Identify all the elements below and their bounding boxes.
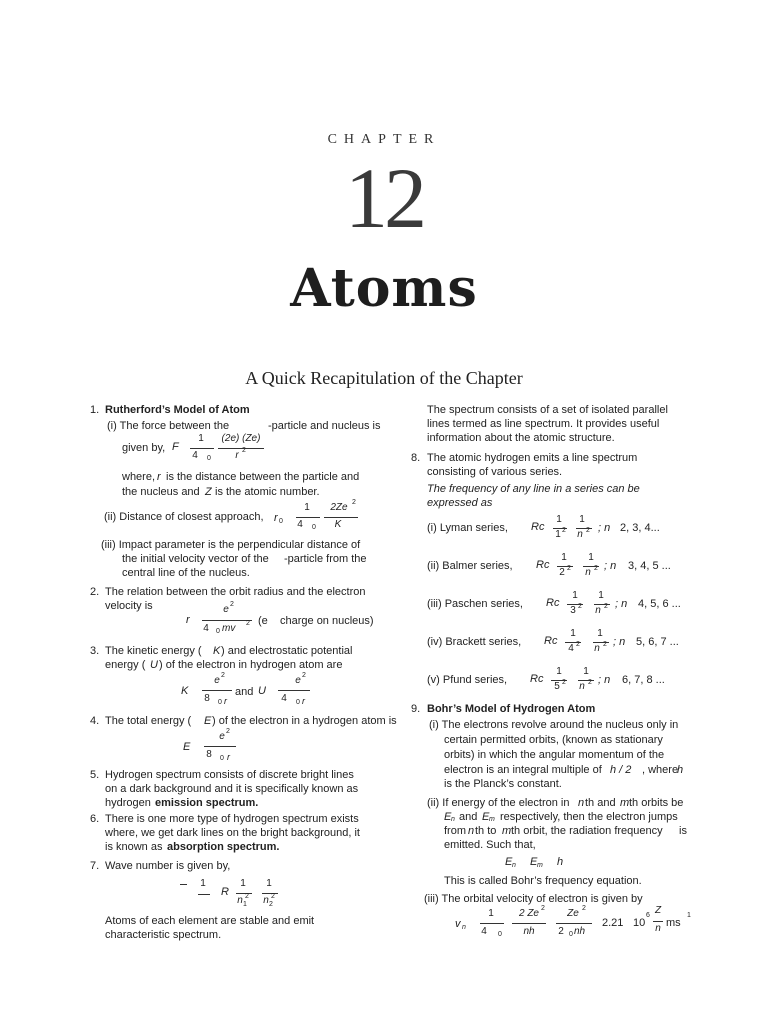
- series-separator: ; n: [615, 598, 628, 610]
- item-number: 6.: [90, 813, 100, 825]
- superscript: 2: [541, 905, 545, 912]
- math-symbol: r: [274, 512, 278, 524]
- text-line: from: [444, 825, 466, 837]
- math-symbol: Rc: [531, 521, 545, 533]
- superscript: 2: [246, 620, 250, 627]
- fraction-bar: [202, 620, 252, 621]
- subscript: 1: [243, 901, 247, 908]
- text-line: ) of the electron in a hydrogen atom is: [212, 715, 397, 727]
- fraction-numerator: e: [295, 675, 301, 686]
- math-symbol: U: [258, 685, 266, 697]
- fraction-numerator: 1: [598, 590, 604, 601]
- fraction-numerator: 1: [488, 908, 494, 919]
- fraction-denominator: r: [235, 450, 239, 461]
- chapter-title: Atoms: [290, 258, 478, 319]
- item-number: 1.: [90, 404, 100, 416]
- superscript: 2: [302, 672, 306, 679]
- fraction-denominator: 8: [206, 749, 212, 760]
- text-line: on a dark background and it is specifically known as: [105, 783, 359, 795]
- item-number: 2.: [90, 586, 100, 598]
- superscript: 2: [352, 499, 356, 506]
- text-line: the initial velocity vector of the: [122, 553, 269, 565]
- series-separator: ; n: [598, 674, 611, 686]
- fraction-bar: [512, 923, 546, 924]
- series-name: (iv) Brackett series,: [427, 636, 522, 648]
- math-symbol: Rc: [546, 597, 560, 609]
- item-number: 9.: [411, 703, 421, 715]
- series-separator: ; n: [604, 560, 617, 572]
- fraction-bar: [236, 893, 252, 894]
- text-line: The spectrum consists of a set of isolated parallel: [427, 404, 668, 416]
- math-symbol: E: [444, 811, 452, 823]
- math-symbol: E: [183, 741, 191, 753]
- text-line: is the atomic number.: [215, 486, 320, 498]
- text-line: th orbit, the radiation frequency: [511, 825, 663, 837]
- superscript: 2: [562, 679, 566, 686]
- nu-bar: [180, 884, 187, 885]
- subscript: 0: [498, 931, 502, 938]
- text-line: certain permitted orbits, (known as stationary: [444, 734, 663, 746]
- text-line: hydrogen: [105, 797, 151, 809]
- text-line: , where: [642, 764, 679, 776]
- text-line: -particle from the: [284, 553, 367, 565]
- fraction-denominator: n: [655, 923, 661, 934]
- fraction-numerator: e: [219, 731, 225, 742]
- fraction-numerator: e: [223, 604, 229, 615]
- fraction-numerator: 1: [572, 590, 578, 601]
- math-symbol: h: [677, 764, 684, 776]
- series-n-values: 4, 5, 6 ...: [638, 598, 681, 610]
- fraction-denominator: 4: [568, 643, 574, 654]
- text-line: information about the atomic structure.: [427, 432, 615, 444]
- text-line: Atoms of each element are stable and emit: [105, 915, 315, 927]
- text-line: The atomic hydrogen emits a line spectrum: [427, 452, 638, 464]
- item-number: 4.: [90, 715, 100, 727]
- superscript: 2: [576, 641, 580, 648]
- fraction-bar: [190, 448, 214, 449]
- math-symbol: nh: [574, 926, 586, 937]
- fraction-denominator: K: [334, 519, 342, 530]
- fraction-bar: [262, 893, 278, 894]
- superscript: 2: [603, 641, 607, 648]
- text-line: The kinetic energy (: [105, 645, 202, 657]
- superscript: 2: [594, 565, 598, 572]
- fraction-numerator: 1: [556, 666, 562, 677]
- fraction-numerator: 1: [556, 514, 562, 525]
- text-line: (i) The electrons revolve around the nucleus only in: [429, 719, 679, 731]
- fraction-numerator: 1: [588, 552, 594, 563]
- superscript: 2: [604, 603, 608, 610]
- subscript: 2: [269, 901, 273, 908]
- fraction-denominator: 4: [481, 926, 487, 937]
- subscript: 0: [216, 628, 220, 635]
- subscript: 0: [220, 755, 224, 762]
- superscript: 2: [230, 601, 234, 608]
- text-line: The frequency of any line in a series can be: [427, 483, 640, 495]
- math-symbol: r: [157, 471, 161, 483]
- text-line: where, we get dark lines on the bright background, it: [105, 827, 360, 839]
- math-symbol: K: [213, 645, 221, 657]
- fraction-bar: [278, 690, 310, 691]
- fraction-denominator: 4: [192, 450, 198, 461]
- fraction-bar: [653, 921, 663, 922]
- series-name: (ii) Balmer series,: [427, 560, 513, 572]
- rutherford-heading: Rutherford’s Model of Atom: [105, 404, 250, 416]
- text-line: is: [679, 825, 687, 837]
- math-symbol: m: [620, 797, 630, 809]
- chapter-label: CHAPTER: [327, 132, 441, 147]
- subscript: n: [512, 862, 516, 869]
- text-line: th orbits be: [629, 797, 684, 809]
- series-name: (v) Pfund series,: [427, 674, 508, 686]
- text-line: th and: [585, 797, 616, 809]
- text-line: The total energy (: [105, 715, 192, 727]
- fraction-numerator: 1: [570, 628, 576, 639]
- emission-term: emission spectrum.: [155, 797, 259, 809]
- item-number: 5.: [90, 769, 100, 781]
- superscript: 2: [221, 672, 225, 679]
- fraction-denominator: 2: [559, 567, 565, 578]
- text-line: where,: [122, 471, 156, 483]
- fraction-numerator: Z: [654, 905, 662, 916]
- text-line: -particle and nucleus is: [268, 420, 381, 432]
- subscript: m: [489, 816, 495, 823]
- fraction-bar: [202, 690, 232, 691]
- text-line: (ii) If energy of the electron in: [427, 797, 570, 809]
- series-n-values: 5, 6, 7 ...: [636, 636, 679, 648]
- fraction-numerator: 2Ze: [330, 502, 348, 513]
- math-symbol: Rc: [544, 635, 558, 647]
- math-symbol: r: [186, 614, 190, 626]
- fraction-denominator: nh: [523, 926, 535, 937]
- text-line: and: [459, 811, 478, 823]
- subscript: 0: [312, 524, 316, 531]
- math-symbol: m: [502, 825, 512, 837]
- math-symbol: E: [530, 856, 538, 868]
- text-line: orbits) in which the angular momentum of the: [444, 749, 665, 761]
- fraction-denominator: n: [579, 681, 585, 692]
- subscript: m: [537, 862, 543, 869]
- math-symbol: Rc: [536, 559, 550, 571]
- fraction-denominator: 4: [297, 519, 303, 530]
- superscript: 2: [226, 728, 230, 735]
- fraction-denominator: n: [577, 529, 583, 540]
- series-n-values: 3, 4, 5 ...: [628, 560, 671, 572]
- text-line: This is called Bohr’s frequency equation.: [444, 875, 642, 887]
- fraction-numerator: 1: [198, 433, 204, 444]
- series-name: (iii) Paschen series,: [427, 598, 523, 610]
- constant: 2.21: [602, 917, 624, 929]
- superscript: 2: [567, 565, 571, 572]
- subscript: 0: [207, 455, 211, 462]
- fraction-numerator: (2e) (Ze): [221, 433, 261, 444]
- text-line: velocity is: [105, 600, 153, 612]
- superscript: 6: [646, 912, 650, 919]
- fraction-numerator: 1: [266, 878, 272, 889]
- subscript: 0: [279, 518, 283, 525]
- fraction-numerator: e: [214, 675, 220, 686]
- math-symbol: r: [224, 696, 227, 706]
- chapter-number: 12: [345, 150, 423, 246]
- subscript: n: [451, 816, 455, 823]
- text-line: is known as: [105, 841, 163, 853]
- math-symbol: h: [557, 856, 564, 868]
- math-symbol: E: [505, 856, 513, 868]
- fraction-bar: [198, 894, 210, 895]
- fraction-numerator: 2 Ze: [518, 908, 539, 919]
- text-line: Wave number is given by,: [105, 860, 231, 872]
- fraction-bar: [204, 746, 236, 747]
- superscript: 2: [242, 447, 246, 454]
- math-symbol: r: [302, 696, 305, 706]
- fraction-denominator: n: [594, 643, 600, 654]
- superscript: 2: [271, 893, 275, 900]
- text-line: (iii) The orbital velocity of electron is given by: [424, 893, 643, 905]
- subscript: n: [462, 924, 466, 931]
- text-line: energy (: [105, 659, 146, 671]
- fraction-numerator: 1: [597, 628, 603, 639]
- subscript: 0: [218, 699, 222, 706]
- math-symbol: mv: [222, 623, 236, 634]
- fraction-numerator: 1: [304, 502, 310, 513]
- fraction-denominator: 8: [204, 693, 210, 704]
- text-line: the nucleus and: [122, 486, 200, 498]
- text-line: emitted. Such that,: [444, 839, 536, 851]
- subscript: 0: [569, 931, 573, 938]
- series-separator: ; n: [598, 522, 611, 534]
- text-line: lines termed as line spectrum. It provides useful: [427, 418, 660, 430]
- superscript: 2: [245, 893, 249, 900]
- fraction-denominator: 3: [570, 605, 576, 616]
- math-symbol: r: [227, 752, 230, 762]
- fraction-bar: [556, 923, 592, 924]
- fraction-denominator: n: [585, 567, 591, 578]
- math-symbol: E: [204, 715, 212, 727]
- superscript: 2: [582, 905, 586, 912]
- series-n-values: 6, 7, 8 ...: [622, 674, 665, 686]
- series-separator: ; n: [613, 636, 626, 648]
- text-line: is the Planck’s constant.: [444, 778, 562, 790]
- item-number: 7.: [90, 860, 100, 872]
- text-line: central line of the nucleus.: [122, 567, 250, 579]
- text-line: and: [235, 686, 254, 698]
- math-symbol: Z: [205, 486, 212, 498]
- math-symbol: E: [482, 811, 490, 823]
- text-line: is the distance between the particle and: [166, 471, 360, 483]
- fraction-bar: [480, 923, 504, 924]
- fraction-numerator: 1: [200, 878, 206, 889]
- text-line: th to: [475, 825, 497, 837]
- text-line: ) of the electron in hydrogen atom are: [159, 659, 343, 671]
- text-line: Hydrogen spectrum consists of discrete bright lines: [105, 769, 354, 781]
- math-symbol: n: [578, 797, 585, 809]
- text-line: charge on nucleus): [280, 615, 374, 627]
- superscript: 2: [588, 679, 592, 686]
- text-line: (iii) Impact parameter is the perpendicular distance of: [101, 539, 361, 551]
- absorption-term: absorption spectrum.: [167, 841, 280, 853]
- math-symbol: n: [468, 825, 475, 837]
- math-symbol: U: [150, 659, 158, 671]
- text-line: ) and electrostatic potential: [221, 645, 353, 657]
- superscript: 1: [687, 912, 691, 919]
- text-line: given by,: [122, 442, 166, 454]
- superscript: 2: [586, 527, 590, 534]
- recap-heading: A Quick Recapitulation of the Chapter: [245, 368, 523, 388]
- math-symbol: K: [181, 685, 189, 697]
- item-number: 3.: [90, 645, 100, 657]
- text-line: consisting of various series.: [427, 466, 563, 478]
- math-symbol: R: [221, 886, 229, 898]
- math-symbol: F: [172, 441, 179, 453]
- bohr-heading: Bohr’s Model of Hydrogen Atom: [427, 703, 596, 715]
- fraction-denominator: n: [263, 895, 269, 906]
- fraction-denominator: 4: [281, 693, 287, 704]
- fraction-numerator: Ze: [567, 908, 579, 919]
- fraction-numerator: 1: [579, 514, 585, 525]
- fraction-numerator: 1: [583, 666, 589, 677]
- fraction-denominator: 1: [555, 529, 561, 540]
- math-symbol: v: [455, 918, 461, 930]
- fraction-denominator: 5: [554, 681, 560, 692]
- fraction-denominator: n: [595, 605, 601, 616]
- series-row: [0, 514, 768, 540]
- fraction-numerator: 1: [240, 878, 246, 889]
- fraction-numerator: 1: [561, 552, 567, 563]
- constant: 10: [633, 917, 646, 929]
- text-line: There is one more type of hydrogen spectrum exists: [105, 813, 359, 825]
- fraction-denominator: 2: [558, 926, 564, 937]
- fraction-denominator: 4: [203, 623, 209, 634]
- text-line: respectively, then the electron jumps: [500, 811, 678, 823]
- series-row: [0, 590, 768, 616]
- superscript: 2: [578, 603, 582, 610]
- text-line: The relation between the orbit radius and the electron: [105, 586, 366, 598]
- superscript: 2: [562, 527, 566, 534]
- series-n-values: 2, 3, 4...: [620, 522, 660, 534]
- subscript: 0: [296, 699, 300, 706]
- series-name: (i) Lyman series,: [427, 522, 508, 534]
- text-line: electron is an integral multiple of: [444, 764, 602, 776]
- unit: ms: [666, 917, 681, 929]
- text-line: characteristic spectrum.: [105, 929, 222, 941]
- text-line: (ii) Distance of closest approach,: [104, 511, 264, 523]
- text-line: expressed as: [427, 497, 493, 509]
- text-line: (i) The force between the: [107, 420, 230, 432]
- fraction-bar: [218, 448, 264, 449]
- fraction-denominator: n: [237, 895, 243, 906]
- item-number: 8.: [411, 452, 421, 464]
- text-line: (e: [258, 615, 268, 627]
- math-symbol: h / 2: [610, 764, 632, 776]
- math-symbol: Rc: [530, 673, 544, 685]
